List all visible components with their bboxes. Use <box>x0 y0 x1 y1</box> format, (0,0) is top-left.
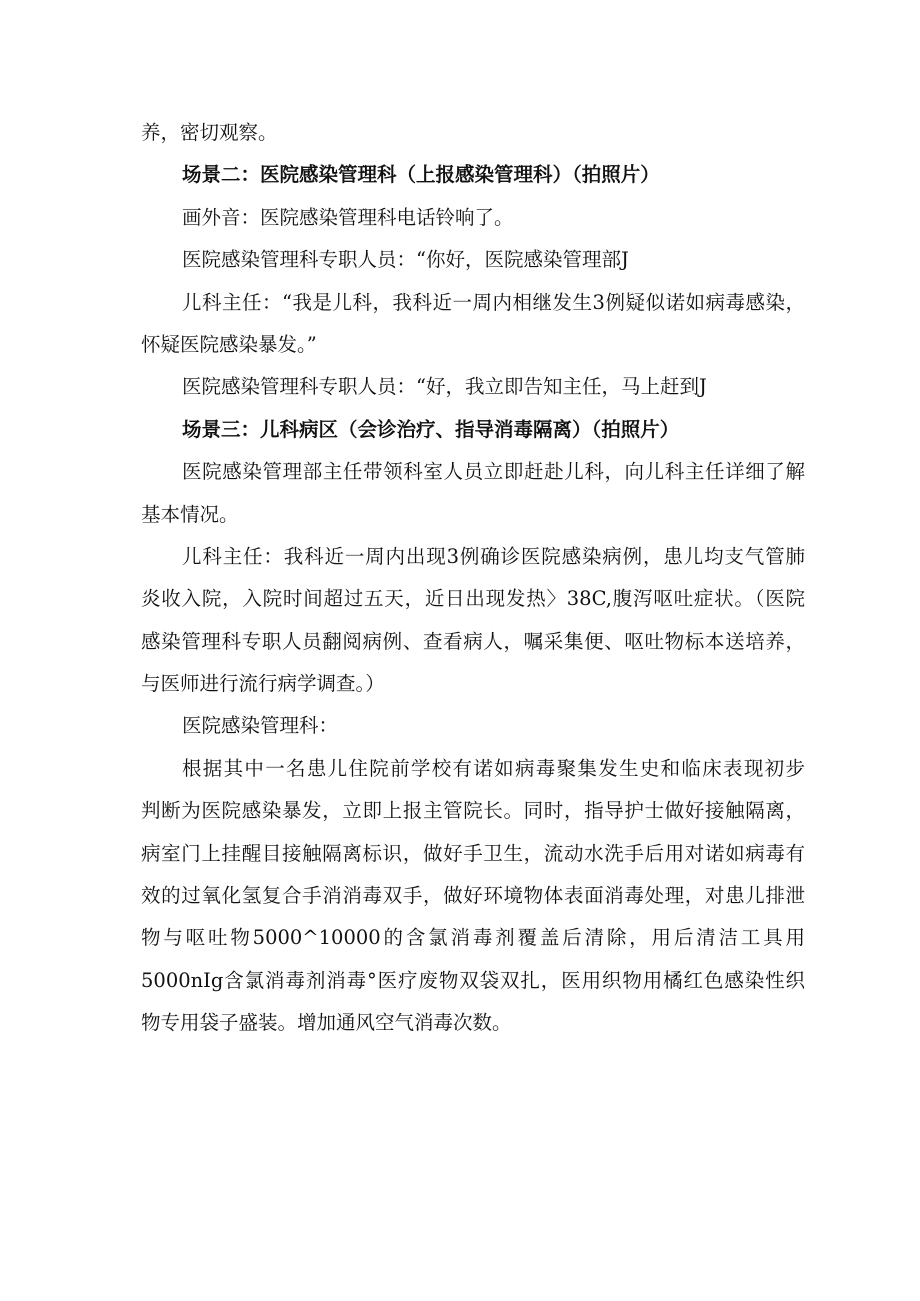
paragraph-line: 根据其中一名患儿住院前学校有诺如病毒聚集发生史和临床表现初步 <box>182 756 805 780</box>
paragraph-continuation: 5000nIg含氯消毒剂消毒°医疗废物双袋双扎，医用织物用橘红色感染性织 <box>141 968 805 992</box>
dialogue-line: 医院感染管理科专职人员：“你好，医院感染管理部J <box>182 248 629 272</box>
paragraph-line: 儿科主任：我科近一周内出现3例确诊医院感染病例，患儿均支气管肺 <box>182 544 805 568</box>
paragraph-continuation: 感染管理科专职人员翻阅病例、查看病人，嘱采集便、呕吐物标本送培养， <box>141 629 805 653</box>
paragraph-continuation: 基本情况。 <box>141 502 239 526</box>
dialogue-line: 儿科主任：“我是儿科，我科近一周内相继发生3例疑似诺如病毒感染， <box>182 290 805 314</box>
paragraph-continuation: 物专用袋子盛装。增加通风空气消毒次数。 <box>141 1011 512 1035</box>
paragraph-line: 医院感染管理部主任带领科室人员立即赶赴儿科，向儿科主任详细了解 <box>182 460 805 484</box>
paragraph-continuation: 病室门上挂醒目接触隔离标识，做好手卫生，流动水洗手后用对诺如病毒有 <box>141 841 805 865</box>
paragraph-continuation: 物与呕吐物5000^10000的含氯消毒剂覆盖后清除，用后清洁工具用 <box>141 926 805 950</box>
section-label: 医院感染管理科： <box>182 714 339 738</box>
paragraph-line: 画外音：医院感染管理科电话铃响了。 <box>182 205 514 229</box>
paragraph-continuation: 效的过氧化氢复合手消消毒双手，做好环境物体表面消毒处理，对患儿排泄 <box>141 884 805 908</box>
paragraph-continuation: 与医师进行流行病学调查。） <box>141 672 385 696</box>
dialogue-continuation: 怀疑医院感染暴发。” <box>141 332 317 356</box>
dialogue-line: 医院感染管理科专职人员：“好，我立即告知主任，马上赶到J <box>182 375 707 399</box>
scene-heading: 场景三：儿科病区（会诊治疗、指导消毒隔离）（拍照片） <box>182 417 680 441</box>
paragraph-continuation: 炎收入院，入院时间超过五天，近日出现发热〉38C,腹泻呕吐症状。（医院 <box>141 587 805 611</box>
scene-heading: 场景二：医院感染管理科（上报感染管理科）（拍照片） <box>182 163 660 187</box>
paragraph-continuation: 判断为医院感染暴发，立即上报主管院长。同时，指导护士做好接触隔离， <box>141 799 805 823</box>
paragraph-line: 养，密切观察。 <box>141 121 278 144</box>
document-body <box>141 112 805 1045</box>
